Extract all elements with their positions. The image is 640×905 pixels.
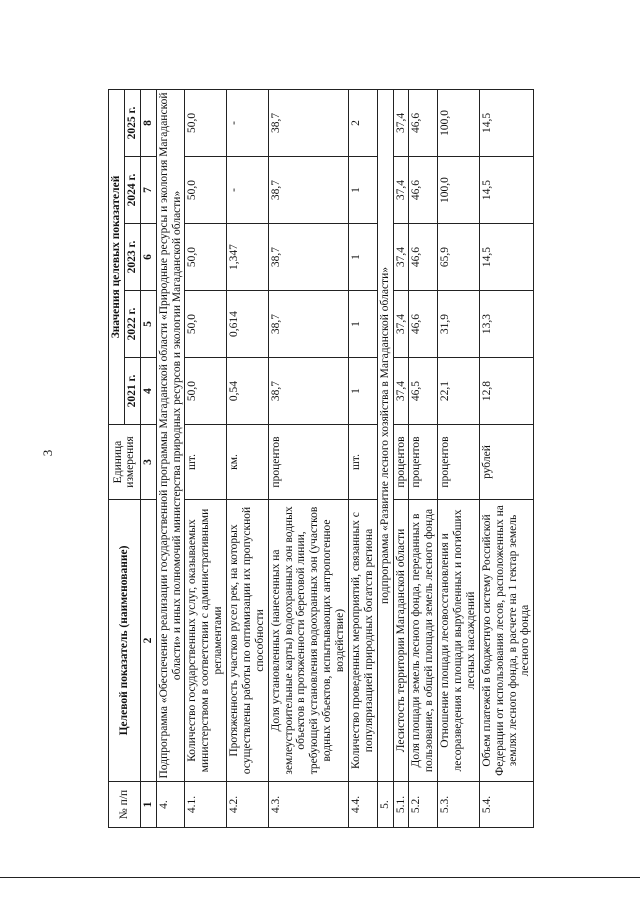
value-2023: 1 [348, 224, 377, 291]
col-number: 3 [140, 425, 156, 500]
value-2024: 14,5 [479, 157, 534, 224]
indicator-name: Доля установленных (нанесенных на землеустроительные карты) водоохранных зон водных объектов в протяженности береговой линии, требующей установления водоохранных зон (участков водных объектов, испытывающих антропогенное воздействие) [268, 500, 348, 782]
value-2025: 14,5 [479, 89, 534, 156]
col-number: 1 [140, 782, 156, 828]
value-2023: 50,0 [185, 224, 227, 291]
unit-cell: процентов [268, 425, 348, 500]
rotated-table-page [108, 90, 536, 828]
target-indicators-table [108, 89, 534, 828]
value-2023: 37,4 [393, 224, 409, 291]
value-2025: 38,7 [268, 89, 348, 156]
table-row [268, 89, 348, 827]
value-2021: 46,5 [409, 358, 438, 425]
unit-cell: процентов [438, 425, 480, 500]
section-5-rows [393, 89, 534, 827]
unit-cell: км. [227, 425, 269, 500]
value-2022: 46,6 [409, 291, 438, 358]
row-num: 4.3. [268, 782, 348, 828]
row-num: 5.2. [409, 782, 438, 828]
value-2025: 50,0 [185, 89, 227, 156]
value-2022: 37,4 [393, 291, 409, 358]
table-row [409, 89, 438, 827]
header-year: 2025 г. [124, 89, 140, 156]
col-number: 7 [140, 157, 156, 224]
header-indicator: Целевой показатель (наименование) [109, 500, 141, 782]
value-2023: 65,9 [438, 224, 480, 291]
section-row [377, 89, 393, 827]
table-row [438, 89, 480, 827]
value-2025: 2 [348, 89, 377, 156]
indicator-name: Количество государственных услуг, оказываемых министерством в соответствии с административными регламентами [185, 500, 227, 782]
indicator-name: Отношение площади лесовосстановления и лесоразведения к площади вырубленных и погибших лесных насаждений [438, 500, 480, 782]
value-2022: 1 [348, 291, 377, 358]
header-unit: Единица измерения [109, 425, 141, 500]
value-2024: 100,0 [438, 157, 480, 224]
row-num: 4.4. [348, 782, 377, 828]
table-row [227, 89, 269, 827]
value-2021: 37,4 [393, 358, 409, 425]
column-number-row [140, 89, 156, 827]
value-2021: 50,0 [185, 358, 227, 425]
header-values-group: Значения целевых показателей [109, 89, 125, 424]
value-2021: 1 [348, 358, 377, 425]
indicator-name: Количество проведенных мероприятий, связанных с популяризацией природных богатств региона [348, 500, 377, 782]
value-2025: - [227, 89, 269, 156]
unit-cell: рублей [479, 425, 534, 500]
value-2023: 1,347 [227, 224, 269, 291]
value-2025: 46,6 [409, 89, 438, 156]
value-2021: 38,7 [268, 358, 348, 425]
indicator-name: Лесистость территории Магаданской области [393, 500, 409, 782]
header-year: 2023 г. [124, 224, 140, 291]
value-2024: 38,7 [268, 157, 348, 224]
page-bottom-rule [0, 877, 640, 878]
indicator-name: Доля площади земель лесного фонда, переданных в пользование, в общей площади земель лесного фонда [409, 500, 438, 782]
table-row [348, 89, 377, 827]
section-title: Подпрограмма «Обеспечение реализации государственной программы Магаданской области «Природные ресурсы и экология Магаданской области» и иных полномочий министерства природных ресурсов и экологии Магаданской области» [156, 89, 185, 781]
section-title: подпрограмма «Развитие лесного хозяйства в Магаданской области» [377, 89, 393, 781]
value-2023: 46,6 [409, 224, 438, 291]
table-row [479, 89, 534, 827]
col-number: 4 [140, 358, 156, 425]
unit-cell: шт. [348, 425, 377, 500]
header-year: 2022 г. [124, 291, 140, 358]
section-4-rows [185, 89, 377, 827]
value-2024: - [227, 157, 269, 224]
section-num: 4. [156, 782, 185, 828]
header-row-1 [109, 89, 125, 827]
table-row [185, 89, 227, 827]
table-row [393, 89, 409, 827]
unit-cell: процентов [393, 425, 409, 500]
value-2022: 0,614 [227, 291, 269, 358]
unit-cell: шт. [185, 425, 227, 500]
row-num: 4.1. [185, 782, 227, 828]
value-2024: 1 [348, 157, 377, 224]
section-row [156, 89, 185, 827]
value-2022: 13,3 [479, 291, 534, 358]
row-num: 5.1. [393, 782, 409, 828]
header-year: 2024 г. [124, 157, 140, 224]
col-number: 2 [140, 500, 156, 782]
row-num: 5.3. [438, 782, 480, 828]
indicator-name: Объем платежей в бюджетную систему Российской Федерации от использования лесов, расположенных на землях лесного фонда, в расчете на 1 гектар земель лесного фонда [479, 500, 534, 782]
value-2022: 38,7 [268, 291, 348, 358]
section-num: 5. [377, 782, 393, 828]
value-2024: 50,0 [185, 157, 227, 224]
value-2022: 31,9 [438, 291, 480, 358]
header-num: № п/п [109, 782, 141, 828]
value-2025: 37,4 [393, 89, 409, 156]
value-2021: 12,8 [479, 358, 534, 425]
value-2025: 100,0 [438, 89, 480, 156]
value-2023: 14,5 [479, 224, 534, 291]
col-number: 8 [140, 89, 156, 156]
unit-cell: процентов [409, 425, 438, 500]
value-2024: 37,4 [393, 157, 409, 224]
value-2021: 22,1 [438, 358, 480, 425]
row-num: 5.4. [479, 782, 534, 828]
col-number: 5 [140, 291, 156, 358]
value-2024: 46,6 [409, 157, 438, 224]
value-2021: 0,54 [227, 358, 269, 425]
header-year: 2021 г. [124, 358, 140, 425]
indicator-name: Протяженность участков русел рек, на которых осуществлены работы по оптимизации их пропускной способности [227, 500, 269, 782]
page-number: 3 [40, 449, 55, 457]
value-2022: 50,0 [185, 291, 227, 358]
row-num: 4.2. [227, 782, 269, 828]
value-2023: 38,7 [268, 224, 348, 291]
col-number: 6 [140, 224, 156, 291]
